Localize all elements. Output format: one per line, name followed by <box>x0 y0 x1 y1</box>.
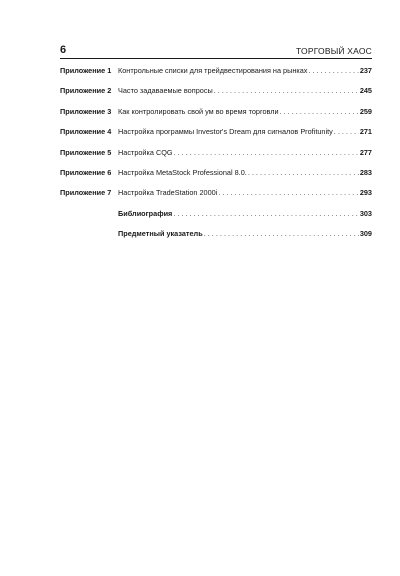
toc-entry-title: Настройка программы Investor's Dream для сигналов Profitunity <box>118 127 333 137</box>
toc-entry-page: 283 <box>359 167 372 177</box>
toc-entry-page: 309 <box>359 229 372 239</box>
page-number: 6 <box>60 44 67 56</box>
toc-entry-title: Библиография <box>118 208 173 218</box>
toc-entry-title: Настройка CQG <box>118 147 173 157</box>
toc-dot-leader <box>173 209 358 218</box>
toc-entry-appendix-5[interactable] <box>60 148 372 168</box>
toc-entry-label: Приложение 1 <box>60 66 112 75</box>
toc-entry-page: 245 <box>359 86 372 96</box>
toc-entry-page: 271 <box>359 127 372 137</box>
page-header <box>60 42 372 56</box>
header-divider <box>60 58 372 59</box>
toc-dot-leader <box>334 127 359 136</box>
toc-entry-page: 277 <box>359 147 372 157</box>
toc-entry-title: Часто задаваемые вопросы <box>118 86 213 96</box>
toc-entry-page: 237 <box>359 66 372 75</box>
toc-entry-bibliography[interactable] <box>60 209 372 229</box>
toc-entry-label: Приложение 7 <box>60 188 112 198</box>
toc-entry-title: Как контролировать свой ум во время торговли <box>118 106 279 116</box>
toc-entry-label: Приложение 5 <box>60 147 112 157</box>
table-of-contents <box>60 66 372 250</box>
toc-entry-appendix-2[interactable] <box>60 86 372 106</box>
toc-entry-page: 303 <box>359 208 372 218</box>
toc-entry-title: Настройка TradeStation 2000i <box>118 188 218 198</box>
toc-entry-subject-index[interactable] <box>60 229 372 249</box>
toc-dot-leader <box>218 188 358 197</box>
toc-entry-label: Приложение 3 <box>60 106 112 116</box>
toc-entry-appendix-3[interactable] <box>60 107 372 127</box>
toc-entry-label: Приложение 4 <box>60 127 112 137</box>
toc-dot-leader <box>214 86 359 95</box>
toc-dot-leader <box>204 229 359 238</box>
toc-entry-title: Контрольные списки для трейдвестирования на рынках <box>118 66 308 75</box>
running-title: ТОРГОВЫЙ ХАОС <box>296 46 372 56</box>
toc-entry-title: Предметный указатель <box>118 229 203 239</box>
toc-entry-label: Приложение 2 <box>60 86 112 96</box>
toc-dot-leader <box>174 148 359 157</box>
toc-entry-label: Приложение 6 <box>60 167 112 177</box>
toc-entry-appendix-4[interactable] <box>60 127 372 147</box>
toc-entry-page: 293 <box>359 188 372 198</box>
toc-entry-appendix-1[interactable] <box>60 66 372 86</box>
toc-entry-title: Настройка MetaStock Professional 8.0. <box>118 167 247 177</box>
toc-dot-leader <box>308 66 358 75</box>
toc-entry-page: 259 <box>359 106 372 116</box>
toc-entry-appendix-6[interactable] <box>60 168 372 188</box>
toc-dot-leader <box>280 107 359 116</box>
toc-dot-leader <box>248 168 359 177</box>
toc-entry-appendix-7[interactable] <box>60 188 372 208</box>
